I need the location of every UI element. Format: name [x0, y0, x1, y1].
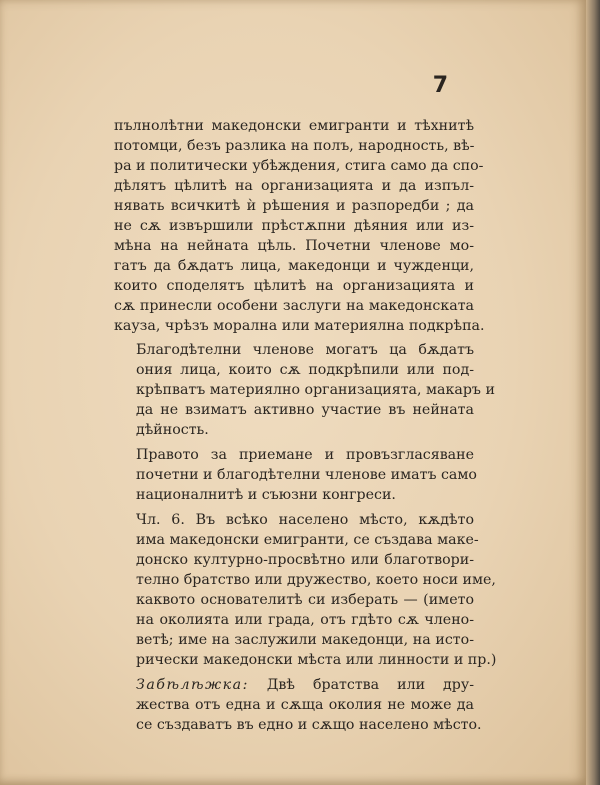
text-line: Благодѣтелни членове могатъ ца бѫдатъ: [136, 342, 474, 359]
text-line: Правото за приемане и провъзгласяване: [136, 447, 474, 464]
text-line: потомци, безъ разлика на полъ, народность, вѣ-: [114, 137, 475, 154]
text-line: да не взиматъ активно участие въ нейната: [136, 402, 474, 419]
paragraph-3: [114, 446, 477, 506]
text-line: почетни и благодѣтелни членове иматъ само: [136, 467, 477, 484]
note-paragraph: [114, 676, 482, 736]
note-first-line-text: Двѣ братства или дру-: [266, 676, 474, 693]
paragraph-article-6: [114, 511, 497, 671]
text-line: има македонски емигранти, се създава маке-: [136, 532, 479, 549]
paragraph-1: [114, 117, 485, 336]
page-number: 7: [432, 73, 448, 98]
text-line: гатъ да бѫдатъ лица, македонци и чужденци,: [114, 257, 474, 274]
text-line: каквото основателитѣ си изберать — (името: [136, 591, 474, 608]
text-line: ветѣ; име на заслужили македонци, на исто-: [136, 631, 474, 648]
text-line: пълнолѣтни македонски емигранти и тѣхнитѣ: [114, 118, 474, 134]
note-label: Забѣлѣжка:: [136, 676, 249, 693]
text-line: на околията или града, отъ гдѣто сѫ члено-: [136, 611, 474, 628]
text-line: кауза, чрѣзъ морална или материялна подкрѣпа.: [114, 317, 485, 334]
note-first-line: [114, 676, 474, 696]
text-line: крѣпватъ материялно организацията, макаръ и: [136, 382, 495, 399]
text-line: не сѫ извършили прѣстѫпни дѣяния или из-: [114, 217, 474, 234]
text-line: сѫ принесли особени заслуги на македонската: [114, 297, 474, 314]
text-line: ра и политически убѣждения, стига само да спо-: [114, 157, 484, 174]
text-line: националнитѣ и съюзни конгреси.: [136, 487, 396, 504]
page-edge: [586, 0, 600, 785]
text-line: дѣлятъ цѣлитѣ на организацията и да изпъл-: [114, 177, 474, 194]
text-line: Чл. 6. Въ всѣко населено мѣсто, кѫдѣто: [136, 512, 474, 529]
text-line: рически македонски мѣста или линности и пр.): [136, 651, 497, 668]
text-line: които споделятъ цѣлитѣ на организацията и: [114, 277, 474, 294]
text-line: ония лица, които сѫ подкрѣпили или под-: [136, 362, 474, 379]
text-line: дѣйность.: [136, 422, 209, 439]
text-line: нявать всичкитѣ ѝ рѣшения и разпоредби ; да: [114, 197, 474, 214]
text-line: мѣна на нейната цѣль. Почетни членове мо-: [114, 237, 474, 254]
text-line: се създаватъ въ едно и сѫщо населено мѣсто.: [136, 716, 482, 733]
text-line: жества отъ една и сѫща околия не може да: [136, 696, 474, 713]
text-line: телно братство или дружество, което носи име,: [136, 571, 496, 588]
text-line: донско културно-просвѣтно или благотвори-: [136, 552, 474, 569]
body-text: [114, 117, 497, 741]
paragraph-2: [114, 341, 495, 441]
